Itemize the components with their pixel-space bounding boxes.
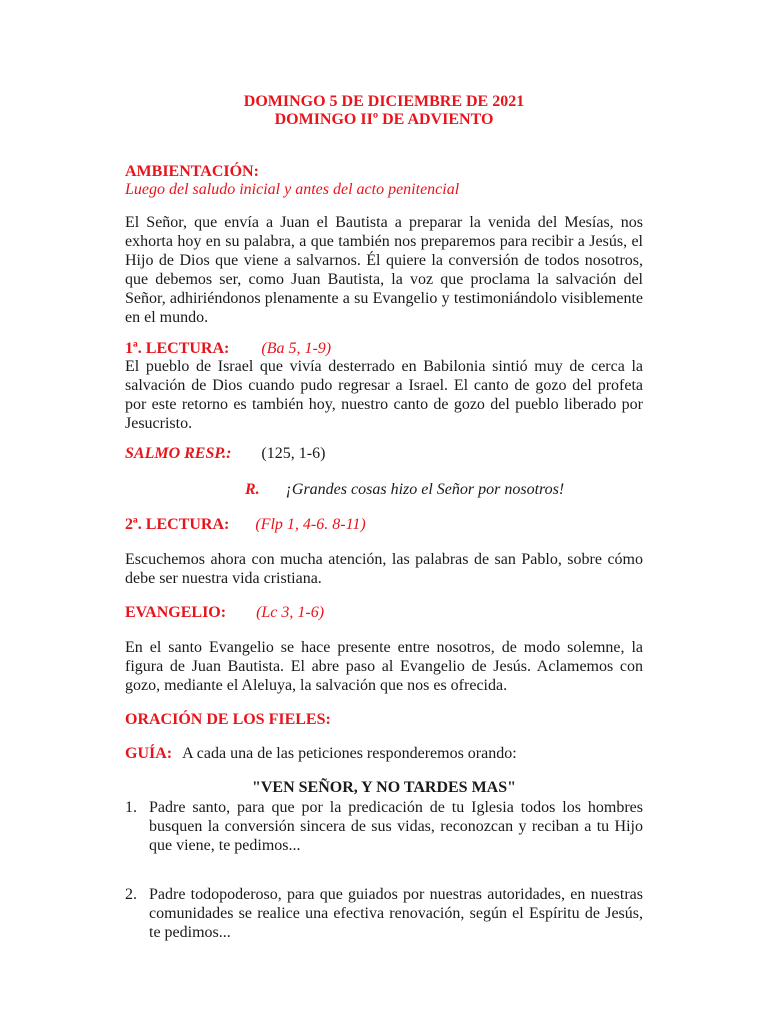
guia-text: A cada una de las peticiones responderemos orando: xyxy=(182,745,517,762)
list-item xyxy=(125,885,643,942)
oracion-response: "VEN SEÑOR, Y NO TARDES MAS" xyxy=(251,779,517,796)
lectura2-heading: 2ª. LECTURA: xyxy=(125,516,230,533)
ambientacion-heading: AMBIENTACIÓN: xyxy=(125,163,259,180)
salmo-response-line xyxy=(245,480,564,499)
evangelio-reference: (Lc 3, 1-6) xyxy=(256,604,325,621)
guia-line xyxy=(125,744,517,763)
lectura2-text: Escuchemos ahora con mucha atención, las palabras de san Pablo, sobre cómo debe ser nuestra vida cristiana. xyxy=(125,551,643,587)
petition-number: 1. xyxy=(125,799,137,816)
list-item xyxy=(125,798,643,855)
lectura1-header xyxy=(125,339,331,358)
salmo-header xyxy=(125,444,325,463)
salmo-response: ¡Grandes cosas hizo el Señor por nosotros! xyxy=(285,481,565,498)
evangelio-heading: EVANGELIO: xyxy=(125,604,227,621)
sunday-title: DOMINGO IIº DE ADVIENTO xyxy=(274,111,494,128)
salmo-heading: SALMO RESP.: xyxy=(125,445,232,462)
petitions-list xyxy=(125,798,643,942)
date-title: DOMINGO 5 DE DICIEMBRE DE 2021 xyxy=(243,93,525,110)
guia-label: GUÍA: xyxy=(125,745,173,762)
salmo-reference: (125, 1-6) xyxy=(261,445,326,462)
evangelio-header xyxy=(125,603,324,622)
lectura1-reference: (Ba 5, 1-9) xyxy=(261,340,332,357)
lectura2-header xyxy=(125,515,366,534)
petition-text: Padre santo, para que por la predicación de tu Iglesia todos los hombres busquen la conversión sincera de sus vidas, reconozcan y reciban a tu Hijo que viene, te pedimos... xyxy=(149,799,643,854)
ambientacion-text: El Señor, que envía a Juan el Bautista a preparar la venida del Mesías, nos exhorta hoy en su palabra, a que también nos preparemos para recibir a Jesús, el Hijo de Dios que viene a salvarnos. Él quiere la conversión de todos nosotros, que debemos ser, como Juan Bautista, la voz que proclama la salvación del Señor, adhiriéndonos plenamente a su Evangelio y testimoniándolo visiblemente en el mundo. xyxy=(125,214,643,326)
lectura2-reference: (Flp 1, 4-6. 8-11) xyxy=(255,516,366,533)
lectura1-heading: 1ª. LECTURA: xyxy=(125,340,230,357)
lectura1-text: El pueblo de Israel que vivía desterrado en Babilonia sintió muy de cerca la salvación de Dios cuando pudo regresar a Israel. El canto de gozo del profeta por este retorno es también hoy, nuestro canto de gozo del pueblo liberado por Jesucristo. xyxy=(125,358,643,432)
petition-number: 2. xyxy=(125,886,137,903)
petition-text: Padre todopoderoso, para que guiados por nuestras autoridades, en nuestras comunidades se realice una efectiva renovación, según el Espíritu de Jesús, te pedimos... xyxy=(149,886,643,941)
oracion-heading: ORACIÓN DE LOS FIELES: xyxy=(125,711,331,728)
ambientacion-subtitle: Luego del saludo inicial y antes del acto penitencial xyxy=(125,181,460,198)
salmo-response-mark: R. xyxy=(245,481,260,498)
evangelio-text: En el santo Evangelio se hace presente entre nosotros, de modo solemne, la figura de Juan Bautista. El abre paso al Evangelio de Jesús. Aclamemos con gozo, mediante el Aleluya, la salvación que nos es ofrecida. xyxy=(125,639,643,694)
